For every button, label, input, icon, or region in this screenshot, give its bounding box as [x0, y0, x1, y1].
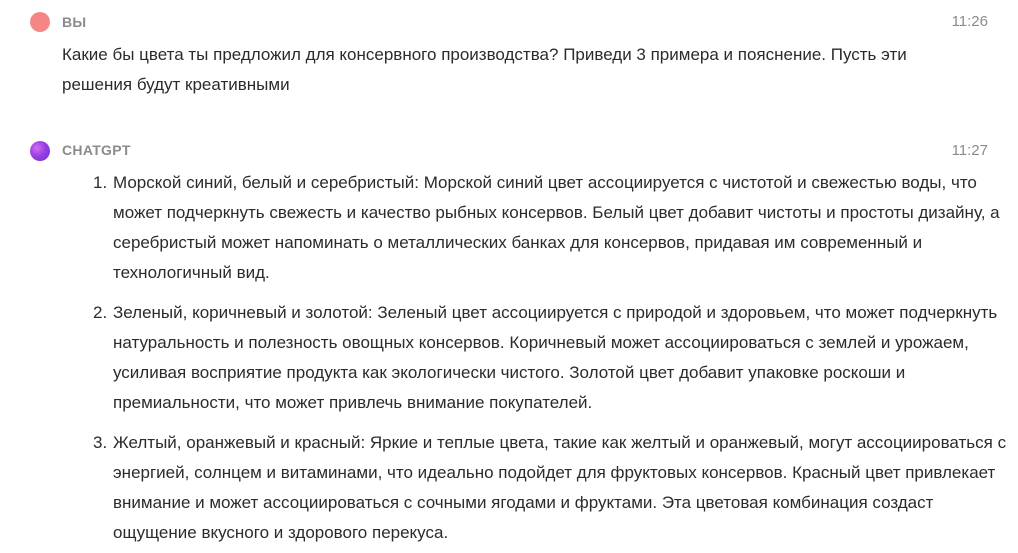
user-message — [0, 0, 1018, 94]
list-item-number: 1. — [93, 173, 108, 192]
list-item — [93, 298, 1013, 418]
assistant-message — [0, 132, 1018, 542]
list-item — [93, 428, 1013, 548]
list-item — [93, 168, 1013, 288]
message-header — [0, 0, 1018, 30]
sender-name: CHATGPT — [62, 142, 131, 158]
list-item-number: 2. — [93, 303, 108, 322]
list-item-text: Зеленый, коричневый и золотой: Зеленый цвет ассоциируется с природой и здоровьем, что может подчеркнуть натуральность и полезность овощных консервов. Коричневый может ассоциироваться с землей и урожаем, усиливая восприятие продукта как экологически чистого. Золотой цвет добавит упаковке роскоши и премиальности, что может привлечь внимание покупателей. — [113, 303, 998, 412]
list-item-text: Морской синий, белый и серебристый: Морской синий цвет ассоциируется с чистотой и свежестью воды, что может подчеркнуть свежесть и качество рыбных консервов. Белый цвет добавит чистоты и простоты дизайну, а серебристый может напоминать о металлических банках для консервов, придавая им современный и технологичный вид. — [113, 173, 1000, 282]
user-avatar — [30, 12, 50, 32]
message-timestamp: 11:27 — [951, 142, 988, 159]
message-timestamp: 11:26 — [951, 13, 988, 30]
user-message-text: Какие бы цвета ты предложил для консервного производства? Приведи 3 примера и пояснение. Пусть эти решения будут креативными — [62, 45, 907, 94]
assistant-avatar — [30, 141, 50, 161]
sender-name: ВЫ — [62, 14, 87, 30]
list-item-text: Желтый, оранжевый и красный: Яркие и теплые цвета, такие как желтый и оранжевый, могут ассоциироваться с энергией, солнцем и витаминами, что идеально подойдет для фруктовых консервов. Красный цвет привлекает внимание и может ассоциироваться с сочными ягодами и фруктами. Эта цветовая комбинация создаст ощущение вкусного и здорового перекуса. — [113, 433, 1007, 542]
answer-list — [62, 168, 1013, 553]
list-item-number: 3. — [93, 433, 108, 452]
message-header — [0, 132, 1018, 159]
